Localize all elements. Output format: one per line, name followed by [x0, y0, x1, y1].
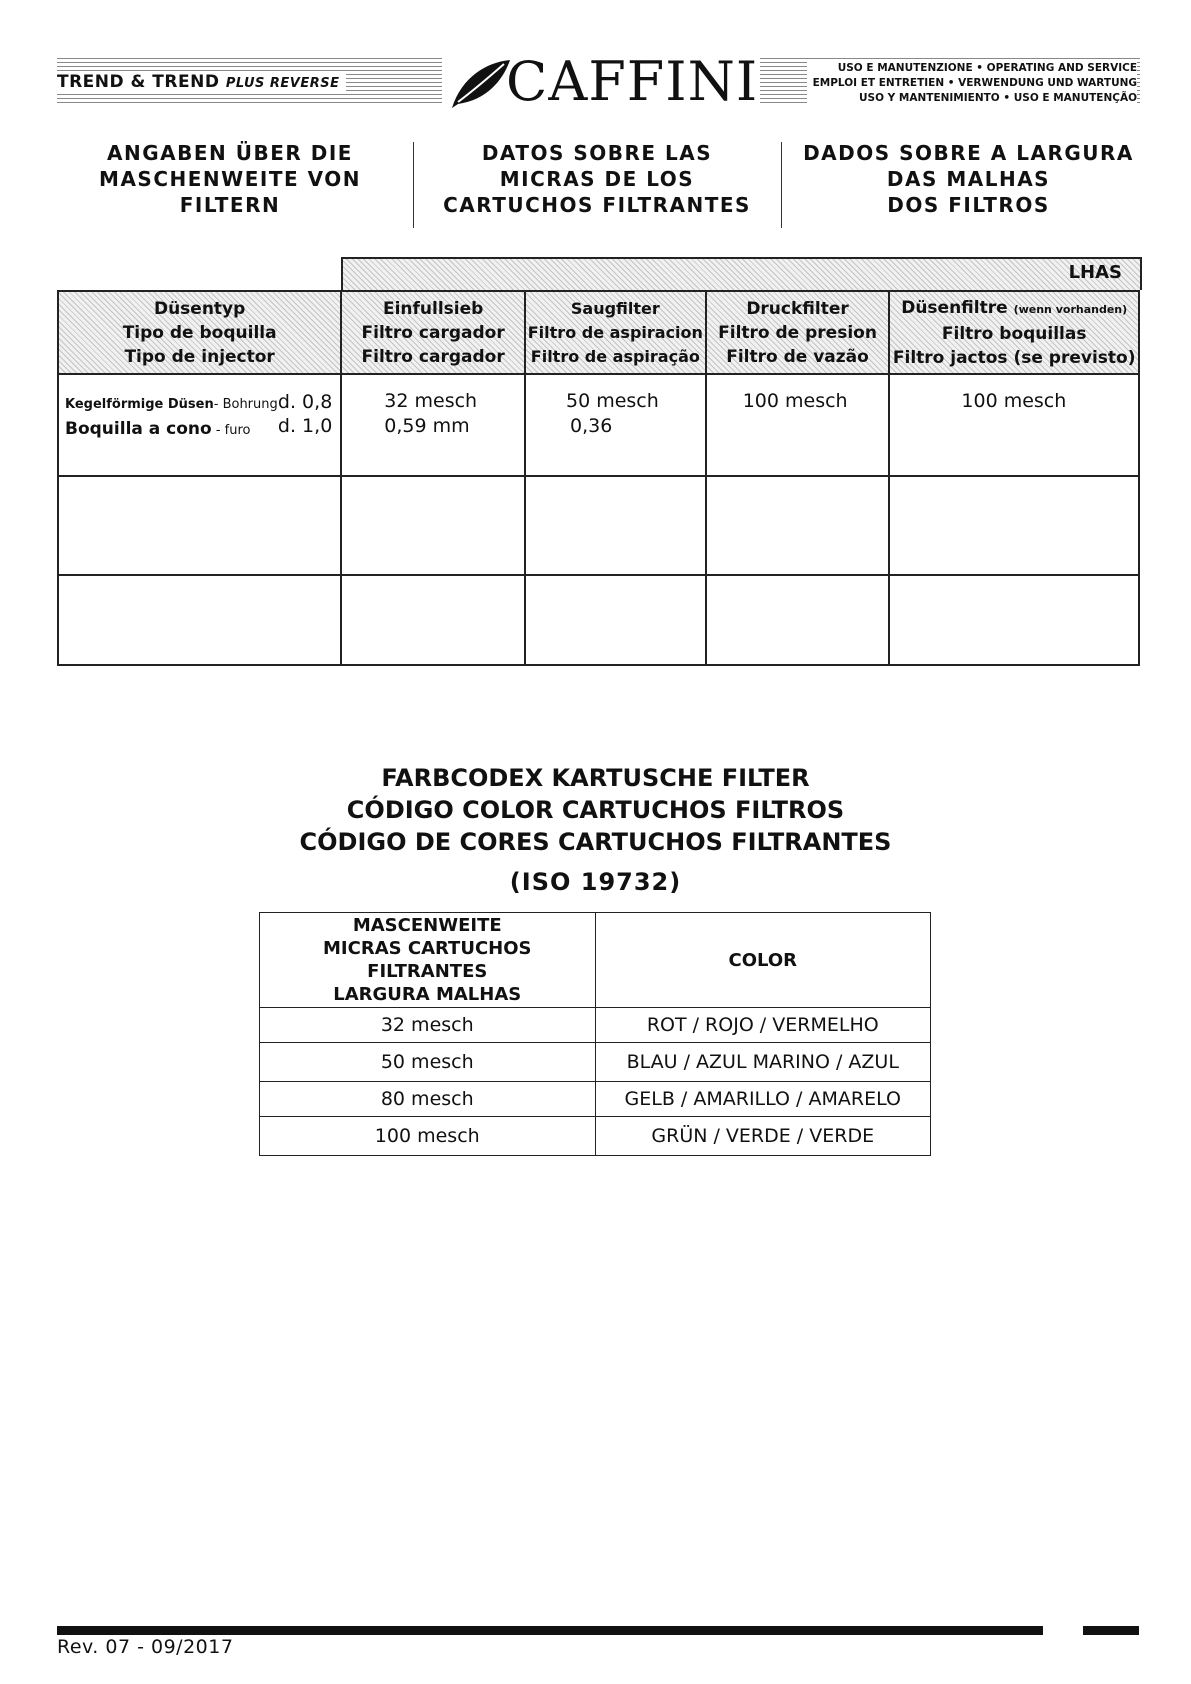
title-line: ANGABEN ÜBER DIE	[107, 141, 353, 165]
nozzle-es	[65, 419, 251, 439]
empty-cell	[341, 476, 525, 575]
title-line: MICRAS DE LOS	[499, 167, 695, 191]
header-line: Filtro boquillas	[941, 323, 1087, 344]
nozzle-de	[65, 397, 278, 412]
table-row	[58, 476, 1139, 575]
suction-filter-cell	[525, 374, 706, 476]
color-cell: GRÜN / VERDE / VERDE	[595, 1117, 931, 1156]
color-title-line: CÓDIGO DE CORES CARTUCHOS FILTRANTES	[299, 828, 892, 856]
title-divider	[781, 142, 782, 228]
empty-cell	[889, 575, 1139, 665]
empty-cell	[341, 575, 525, 665]
filter-table	[57, 290, 1140, 666]
model-suffix: PLUS REVERSE	[225, 76, 340, 91]
table-row	[58, 575, 1139, 665]
title-line: FILTERN	[179, 193, 281, 217]
header-line: Einfullsieb	[382, 298, 484, 319]
nozzle-type-cell	[58, 374, 341, 476]
footer-rule-end	[1083, 1626, 1139, 1635]
title-line: MASCHENWEITE VON	[99, 167, 361, 191]
nozzle-es-hole: - furo	[211, 423, 251, 438]
header-nozzle-filter	[889, 291, 1139, 374]
table-header-row	[58, 291, 1139, 374]
manual-line: EMPLOI ET ENTRETIEN • VERWENDUNG UND WARTUNG	[812, 77, 1137, 89]
header-nozzle-type	[58, 291, 341, 374]
color-title-line: FARBCODEX KARTUSCHE FILTER	[381, 764, 810, 792]
header-line: MICRAS CARTUCHOS	[323, 938, 532, 959]
header-line: Druckfilter	[746, 298, 849, 319]
lhas-header	[341, 257, 1142, 290]
mesh-cell: 80 mesch	[260, 1082, 596, 1117]
empty-cell	[58, 575, 341, 665]
brand-name: CAFFINI	[506, 50, 759, 113]
title-de	[60, 140, 400, 218]
cell-value: 32 mesch	[384, 390, 478, 412]
empty-cell	[525, 476, 706, 575]
table-row	[260, 1117, 931, 1156]
title-line: DAS MALHAS	[886, 167, 1051, 191]
header-line: LARGURA MALHAS	[333, 984, 522, 1005]
table-row	[58, 374, 1139, 476]
loading-filter-cell	[341, 374, 525, 476]
color-cell: ROT / ROJO / VERMELHO	[595, 1008, 931, 1043]
revision-label: Rev. 07 - 09/2017	[57, 1636, 234, 1658]
color-title-line: CÓDIGO COLOR CARTUCHOS FILTROS	[346, 796, 845, 824]
color-cell: GELB / AMARILLO / AMARELO	[595, 1082, 931, 1117]
header-pressure-filter	[706, 291, 890, 374]
header-line: Tipo de injector	[124, 346, 275, 367]
pressure-filter-cell	[706, 374, 890, 476]
iso-standard	[0, 866, 1191, 898]
header-suction-filter	[525, 291, 706, 374]
header-line: FILTRANTES	[367, 961, 488, 982]
title-es	[427, 140, 767, 218]
empty-cell	[706, 476, 890, 575]
model-name	[57, 72, 346, 92]
cell-value: 100 mesch	[961, 390, 1067, 412]
title-line: DATOS SOBRE LAS	[481, 141, 713, 165]
manual-type	[807, 61, 1137, 106]
table-row	[260, 1008, 931, 1043]
mesh-cell: 32 mesch	[260, 1008, 596, 1043]
title-line: CARTUCHOS FILTRANTES	[443, 193, 751, 217]
header-line: Tipo de boquilla	[122, 322, 277, 343]
header-line	[890, 296, 1138, 322]
header-line: Filtro cargador	[361, 346, 505, 367]
color-code-table	[259, 912, 931, 1156]
cell-value: 0,59 mm	[384, 415, 470, 437]
leaf-icon	[448, 56, 512, 112]
header-note: (wenn vorhanden)	[1013, 302, 1128, 316]
header-loading-filter	[341, 291, 525, 374]
color-code-title	[0, 762, 1191, 858]
nozzle-es-diameter: d. 1,0	[277, 415, 333, 437]
header-line: Filtro jactos (se previsto)	[892, 347, 1136, 368]
nozzle-filter-cell	[889, 374, 1139, 476]
cell-value: 0,36	[569, 415, 613, 437]
empty-cell	[706, 575, 890, 665]
color-table-header	[260, 913, 931, 1008]
nozzle-de-label: Kegelförmige Düsen	[65, 397, 214, 412]
title-line: DADOS SOBRE A LARGURA	[803, 141, 1134, 165]
lhas-label: LHAS	[1068, 262, 1122, 283]
table-row	[260, 1082, 931, 1117]
nozzle-es-label: Boquilla a cono	[65, 419, 212, 439]
table-row	[260, 1043, 931, 1082]
cell-value: 50 mesch	[565, 390, 659, 412]
title-pt	[796, 140, 1141, 218]
manual-line: USO Y MANTENIMIENTO • USO E MANUTENÇÃO	[858, 92, 1137, 104]
cell-value: 100 mesch	[742, 390, 848, 412]
nozzle-de-hole: - Bohrung	[213, 397, 278, 412]
title-line: DOS FILTROS	[887, 193, 1050, 217]
empty-cell	[58, 476, 341, 575]
header-text: Düsenfiltre	[901, 297, 1008, 318]
iso-label: (ISO 19732)	[509, 868, 682, 896]
nozzle-de-diameter: d. 0,8	[277, 391, 333, 413]
header-line: Saugfilter	[570, 298, 660, 318]
color-header: COLOR	[595, 913, 931, 1008]
mesh-header	[260, 913, 596, 1008]
footer-rule	[57, 1626, 1043, 1635]
mesh-cell: 50 mesch	[260, 1043, 596, 1082]
header-line: Filtro de aspiração	[530, 346, 700, 366]
header-line: Filtro de aspiracion	[527, 322, 703, 342]
caffini-logo	[448, 50, 759, 113]
mesh-cell: 100 mesch	[260, 1117, 596, 1156]
title-divider	[413, 142, 414, 228]
header-line: Filtro cargador	[361, 322, 505, 343]
color-cell: BLAU / AZUL MARINO / AZUL	[595, 1043, 931, 1082]
header-line: Filtro de vazão	[726, 346, 869, 367]
header-line: MASCENWEITE	[352, 915, 502, 936]
model-title: TREND & TREND	[57, 72, 220, 92]
header-line: Filtro de presion	[718, 322, 877, 343]
header-line: Düsentyp	[153, 298, 246, 319]
empty-cell	[889, 476, 1139, 575]
manual-line: USO E MANUTENZIONE • OPERATING AND SERVICE	[837, 62, 1137, 74]
empty-cell	[525, 575, 706, 665]
